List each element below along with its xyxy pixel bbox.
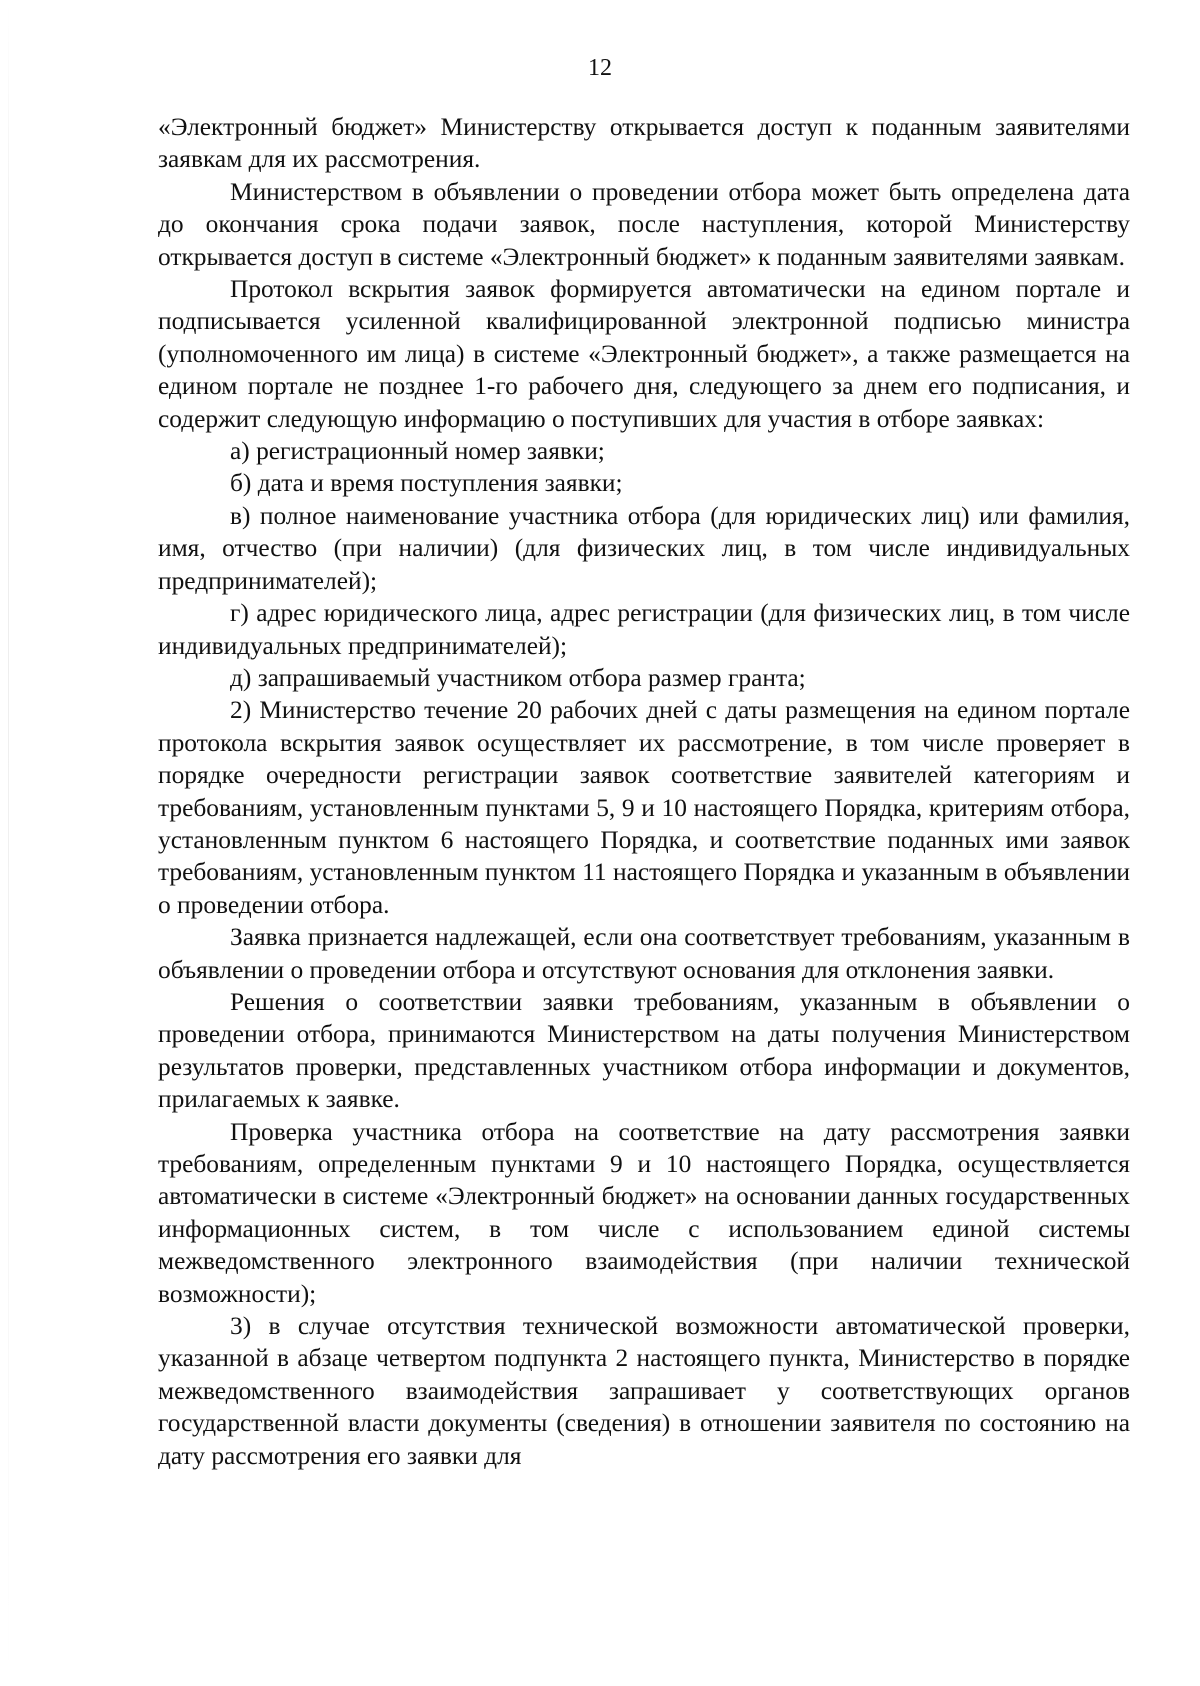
paragraph: Проверка участника отбора на соответствие на дату рассмотрения заявки требованиям, определенным пунктами 9 и 10 настоящего Порядка, осуществляется автоматически в системе «Электронный бюджет» на основании данных государственных информационных систем, в том числе с использованием единой системы межведомственного электронного взаимодействия (при наличии технической возможности); <box>158 1117 1130 1308</box>
clause-3: 3) в случае отсутствия технической возможности автоматической проверки, указанной в абзаце четвертом подпункта 2 настоящего пункта, Министерство в порядке межведомственного взаимодействия запрашивает у соответствующих органов государственной власти документы (сведения) в отношении заявителя по состоянию на дату рассмотрения его заявки для <box>158 1312 1130 1470</box>
list-item-v: в) полное наименование участника отбора (для юридических лиц) или фамилия, имя, отчество (при наличии) (для физических лиц, в том числе индивидуальных предпринимателей); <box>158 501 1130 595</box>
paragraph: Решения о соответствии заявки требованиям, указанным в объявлении о проведении отбора, принимаются Министерством на даты получения Министерством результатов проверки, представленных участником отбора информации и документов, прилагаемых к заявке. <box>158 987 1130 1114</box>
scan-edge-shadow <box>8 0 9 1686</box>
paragraph: Протокол вскрытия заявок формируется автоматически на едином портале и подписывается усиленной квалифицированной электронной подписью министра (уполномоченного им лица) в системе «Электронный бюджет», а также размещается на едином портале не позднее 1-го рабочего дня, следующего за днем его подписания, и содержит следующую информацию о поступивших для участия в отборе заявках: <box>158 275 1130 433</box>
list-item-b: б) дата и время поступления заявки; <box>230 469 623 498</box>
list-item-a: а) регистрационный номер заявки; <box>230 437 605 466</box>
paragraph: Министерством в объявлении о проведении отбора может быть определена дата до окончания срока подачи заявок, после наступления, которой Министерству открывается доступ в системе «Электронный бюджет» к поданным заявителями заявкам. <box>158 177 1130 271</box>
list-item-d: д) запрашиваемый участником отбора размер гранта; <box>230 663 806 692</box>
clause-2: 2) Министерство течение 20 рабочих дней с даты размещения на едином портале протокола вскрытия заявок осуществляет их рассмотрение, в том числе проверяет в порядке очередности регистрации заявок соответствие заявителей категориям и требованиям, установленным пунктами 5, 9 и 10 настоящего Порядка, критериям отбора, установленным пунктом 6 настоящего Порядка, и соответствие поданных ими заявок требованиям, установленным пунктом 11 настоящего Порядка и указанным в объявлении о проведении отбора. <box>158 696 1130 919</box>
paragraph: Заявка признается надлежащей, если она соответствует требованиям, указанным в объявлении о проведении отбора и отсутствуют основания для отклонения заявки. <box>158 923 1130 984</box>
list-item-g: г) адрес юридического лица, адрес регистрации (для физических лиц, в том числе индивидуальных предпринимателей); <box>158 599 1130 660</box>
document-body <box>158 111 1130 1472</box>
page-number: 12 <box>588 55 612 81</box>
paragraph: «Электронный бюджет» Министерству открывается доступ к поданным заявителями заявкам для их рассмотрения. <box>158 113 1130 174</box>
